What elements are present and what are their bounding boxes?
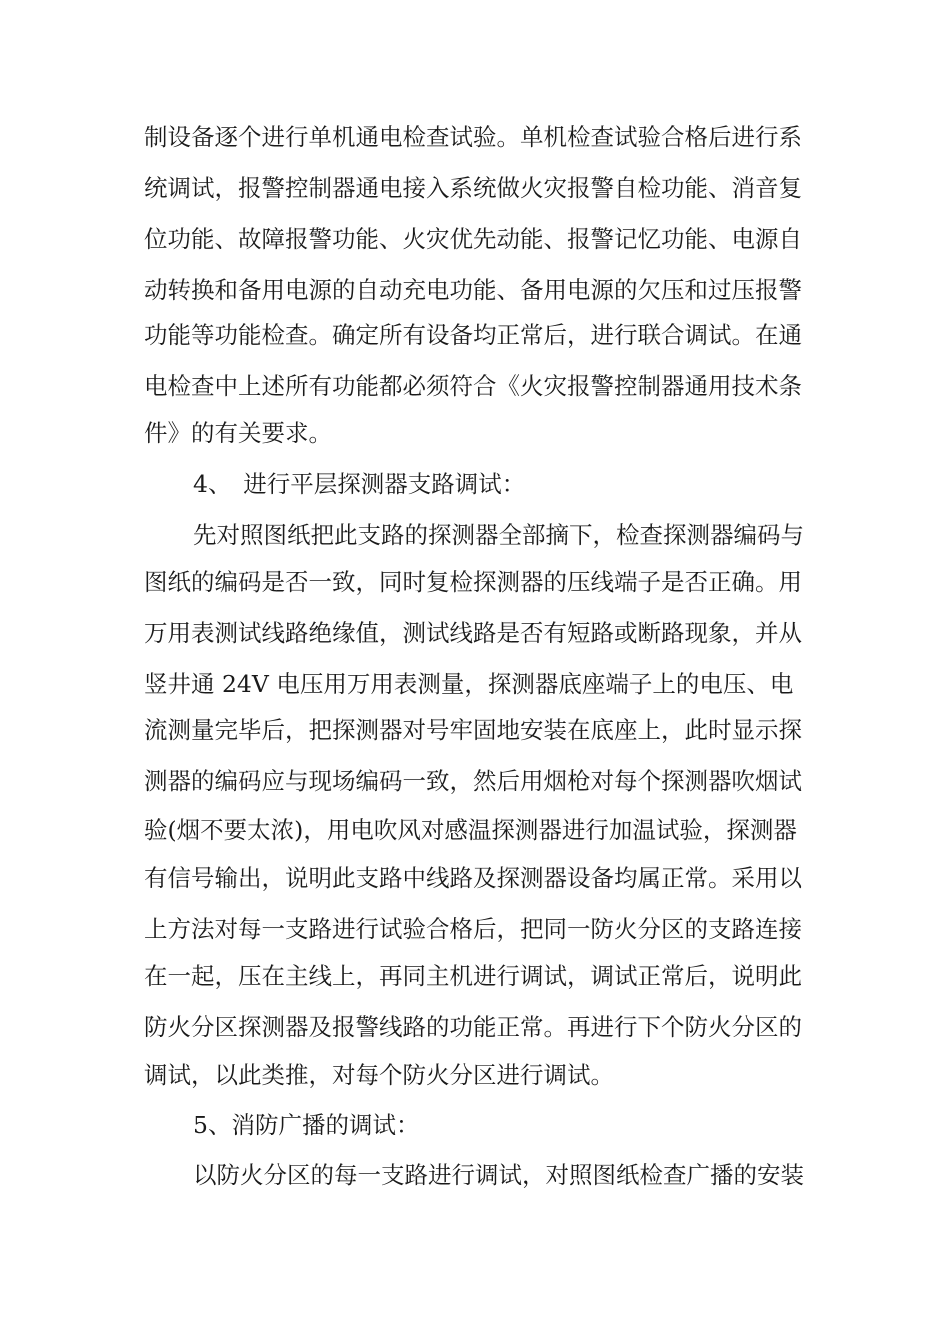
text-line: 有信号输出，说明此支路中线路及探测器设备均属正常。采用以 bbox=[144, 864, 802, 892]
text-line: 功能等功能检查。确定所有设备均正常后，进行联合调试。在通 bbox=[144, 321, 802, 349]
text-line: 以防火分区的每一支路进行调试，对照图纸检查广播的安装 bbox=[193, 1161, 804, 1189]
text-line: 竖井通 24V 电压用万用表测量，探测器底座端子上的电压、电 bbox=[144, 670, 794, 698]
text-line: 调试，以此类推，对每个防火分区进行调试。 bbox=[144, 1061, 614, 1089]
text-line: 位功能、故障报警功能、火灾优先动能、报警记忆功能、电源自 bbox=[144, 225, 802, 253]
text-line: 电检查中上述所有功能都必须符合《火灾报警控制器通用技术条 bbox=[144, 372, 802, 400]
text-line: 防火分区探测器及报警线路的功能正常。再进行下个防火分区的 bbox=[144, 1013, 802, 1041]
text-line: 验(烟不要太浓)，用电吹风对感温探测器进行加温试验，探测器 bbox=[144, 816, 797, 844]
text-line: 万用表测试线路绝缘值，测试线路是否有短路或断路现象，并从 bbox=[144, 619, 802, 647]
text-line: 先对照图纸把此支路的探测器全部摘下，检查探测器编码与 bbox=[193, 521, 804, 549]
section-heading: 5、消防广播的调试： bbox=[193, 1111, 420, 1139]
text-line: 图纸的编码是否一致，同时复检探测器的压线端子是否正确。用 bbox=[144, 568, 802, 596]
section-heading: 4、 进行平层探测器支路调试： bbox=[193, 470, 526, 498]
text-line: 制设备逐个进行单机通电检查试验。单机检查试验合格后进行系 bbox=[144, 123, 802, 151]
text-line: 流测量完毕后，把探测器对号牢固地安装在底座上，此时显示探 bbox=[144, 716, 802, 744]
text-line: 在一起，压在主线上，再同主机进行调试，调试正常后，说明此 bbox=[144, 962, 802, 990]
text-line: 统调试，报警控制器通电接入系统做火灾报警自检功能、消音复 bbox=[144, 174, 802, 202]
text-line: 测器的编码应与现场编码一致，然后用烟枪对每个探测器吹烟试 bbox=[144, 767, 802, 795]
text-line: 件》的有关要求。 bbox=[144, 419, 332, 447]
text-line: 动转换和备用电源的自动充电功能、备用电源的欠压和过压报警 bbox=[144, 276, 802, 304]
text-line: 上方法对每一支路进行试验合格后，把同一防火分区的支路连接 bbox=[144, 915, 802, 943]
